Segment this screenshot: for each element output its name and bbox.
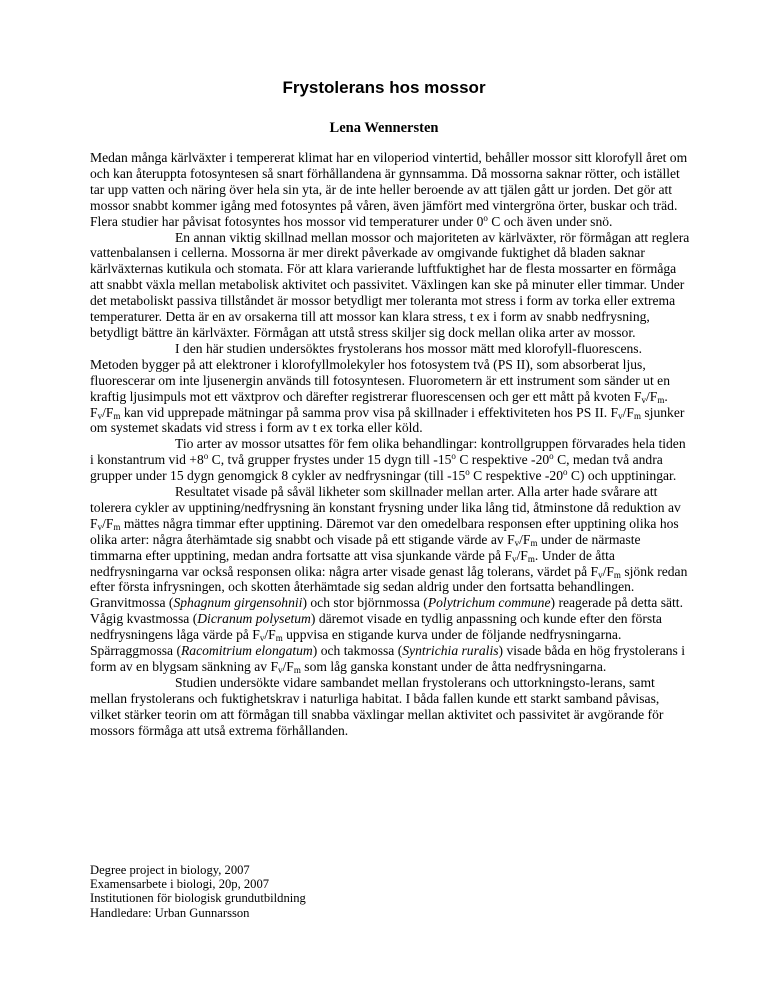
text-run: /F <box>602 563 614 579</box>
text-run: /F <box>282 659 294 674</box>
paragraph <box>90 230 690 341</box>
abstract-body <box>90 150 690 739</box>
subscript: m <box>633 410 641 421</box>
paragraph <box>90 436 690 484</box>
text-run: C) och upptiningar. <box>567 468 677 484</box>
subscript: m <box>527 553 535 564</box>
text-run: C respektive -20 <box>469 468 563 484</box>
text-run: ) och takmossa ( <box>312 643 403 659</box>
species-name: Syntrichia ruralis <box>402 643 499 659</box>
subscript: v <box>97 410 103 421</box>
text-run: under de närmaste timmarna efter upptining, medan andra fortsatte att visa sjunkande värde på F <box>90 531 641 563</box>
subscript: m <box>657 394 665 405</box>
footer-line-supervisor: Handledare: Urban Gunnarsson <box>90 905 250 920</box>
superscript: o <box>549 451 554 462</box>
species-name: Polytrichum commune <box>427 595 551 611</box>
subscript: m <box>113 410 121 421</box>
subscript: v <box>278 665 283 675</box>
superscript: o <box>465 467 470 478</box>
text-run: C, två grupper frystes under 15 dygn till -15 <box>208 452 452 468</box>
text-run: /F <box>102 515 114 531</box>
text-run: /F <box>264 627 276 643</box>
paragraph <box>90 675 690 739</box>
text-run: En annan viktig skillnad mellan mossor och majoriteten av kärlväxter, rör förmågan att reglera vattenbalansen i cellerna. Mossorna är mer direkt påverkade av omgivande fuktighet då bladen saknar kärlväxternas kutikula och stomata. För att klara varierande luftfuktighet har de flesta mossarter en förmåga att snabbt växla mellan metabolisk aktivitet och passivitet. Växlingen kan ske på minuter eller timmar. Under det metaboliskt passiva tillståndet är mossor betydligt mer toleranta mot stress i form av torka eller extrema temperaturer. Detta är en av orsakerna till att mossor kan klara stress, t ex i form av snabb nedfrysning, betydligt bättre än kärlväxter. Förmågan att utstå stress skiljer sig dock mellan olika arter av mossor. <box>90 229 690 340</box>
subscript: m <box>293 665 301 675</box>
text-run: ) visade båda en hög frystolerans i form av en blygsam sänkning av F <box>90 643 686 674</box>
text-run: Medan många kärlväxter i tempererat klimat har en viloperiod vintertid, behåller mossor sitt klorofyll året om och kan återuppta fotosyntesen så snart förhållandena är gynnsamma. Då mossorna saknar rötter, och istället tar upp vatten och näring över hela sin yta, är de inte heller beroende av att tjälen gått ur jorden. Det gör att mossor snabbt kommer igång med fotosyntes på våren, även jämfört med vintergröna örter, buskar och träd. Flera studier har påvisat fotosyntes hos mossor vid temperaturer under 0 <box>90 150 688 229</box>
subscript: v <box>512 553 517 564</box>
footer-line-institution: Institutionen för biologisk grundutbildning <box>90 891 306 906</box>
superscript: o <box>563 467 568 478</box>
superscript: o <box>483 212 488 223</box>
text-run: Tio arter av mossor utsattes för fem olika behandlingar: kontrollgruppen förvarades hela tiden i konstantrum vid +8 <box>90 436 686 468</box>
text-run: . F <box>90 388 668 420</box>
footer-line-examensarbete: Examensarbete i biologi, 20p, 2007 <box>90 877 270 892</box>
text-run: uppvisa en stigande kurva under de följande nedfrysningarna. Spärraggmossa ( <box>90 627 622 659</box>
text-run: Studien undersökte vidare sambandet mellan frystolerans och uttorkningsto-lerans, samt mellan frystolerans och fuktighetskrav i naturliga habitat. I båda fallen kunde ett starkt samband påvisas, vilket stärker teorin om att förmågan till snabba växlingar mellan aktivitet och passivitet är avgörande för mossors förmåga att utså extrema förhållanden. <box>90 674 664 738</box>
text-run: Resultatet visade på såväl likheter som skillnader mellan arter. Alla arter hade svårare att tolerera cykler av upptining/nedfrysning än konstant frysning under lika lång tid, åtminstone då reduktion av F <box>90 484 681 531</box>
author-name: Lena Wennersten <box>329 120 439 136</box>
text-run: ) däremot visade en tydlig anpassning och kunde efter den första nedfrysningens låga värde på F <box>90 611 662 643</box>
text-run: /F <box>519 531 531 547</box>
text-run: /F <box>646 388 658 404</box>
subscript: m <box>275 633 283 644</box>
text-run: . Under de åtta nedfrysningarna var också responsen olika: några arter visade genast låg tolerans, värdet på F <box>90 547 615 579</box>
text-run: /F <box>516 547 528 563</box>
text-run: C och även under snö. <box>487 213 613 229</box>
subscript: m <box>113 521 121 532</box>
text-run: sjunker om systemet skadats vid stress i form av t ex torka eller köld. <box>90 404 685 436</box>
text-run: /F <box>622 404 634 420</box>
text-run: som låg ganska konstant under de åtta nedfrysningarna. <box>300 659 607 674</box>
footer-info <box>90 863 690 920</box>
subscript: v <box>259 633 265 644</box>
subscript: v <box>641 394 647 405</box>
text-run: /F <box>102 404 114 420</box>
subscript: m <box>530 537 538 548</box>
text-run: I den här studien undersöktes frystolerans hos mossor mätt med klorofyll-fluorescens. Metoden bygger på att elektroner i klorofyllmolekyler hos fotosystem två (PS II), som absorberat ljus, fluorescerar om inte ljusenergin används till fotosyntesen. Fluorometern är ett instrument som sänder ut en kraftig ljusimpuls mot ett växtprov och därefter registrerar fluorescensen och ger ett mått på kvoten F <box>90 340 670 404</box>
text-run: C, medan två andra grupper under 15 dygn genomgick 8 cykler av nedfrysningar (till -15 <box>90 452 663 484</box>
paragraph <box>90 341 690 436</box>
subscript: v <box>514 537 520 548</box>
text-run: ) reagerade på detta sätt. Vågig kvastmossa ( <box>90 595 683 627</box>
subscript: v <box>618 410 623 421</box>
superscript: o <box>203 451 209 462</box>
superscript: o <box>451 451 456 462</box>
text-run: C respektive -20 <box>455 452 550 468</box>
species-name: Dicranum polysetum <box>197 611 311 627</box>
text-run: kan vid upprepade mätningar på samma prov visa på skillnader i effektiviteten hos PS II. F <box>120 404 619 420</box>
document-title: Frystolerans hos mossor <box>282 78 486 97</box>
paragraph <box>90 484 690 675</box>
footer-line-degree: Degree project in biology, 2007 <box>90 863 250 877</box>
subscript: m <box>613 569 621 580</box>
paragraph <box>90 150 690 230</box>
subscript: v <box>598 569 603 580</box>
species-name: Racomitrium elongatum <box>180 643 313 659</box>
text-run: ) och stor björnmossa ( <box>302 595 428 611</box>
text-run: mättes några timmar efter upptining. Däremot var den omedelbara responsen efter upptining olika hos olika arter: några återhämtade sig snabbt och visade på ett stigande värde av F <box>90 515 679 547</box>
text-run: sjönk redan efter första infrysningen, och skotten återhämtade sig sedan aldrig under den fortsatta behandlingen. Granvitmossa ( <box>90 563 688 611</box>
species-name: Sphagnum girgensohnii <box>173 595 303 611</box>
subscript: v <box>97 521 103 532</box>
